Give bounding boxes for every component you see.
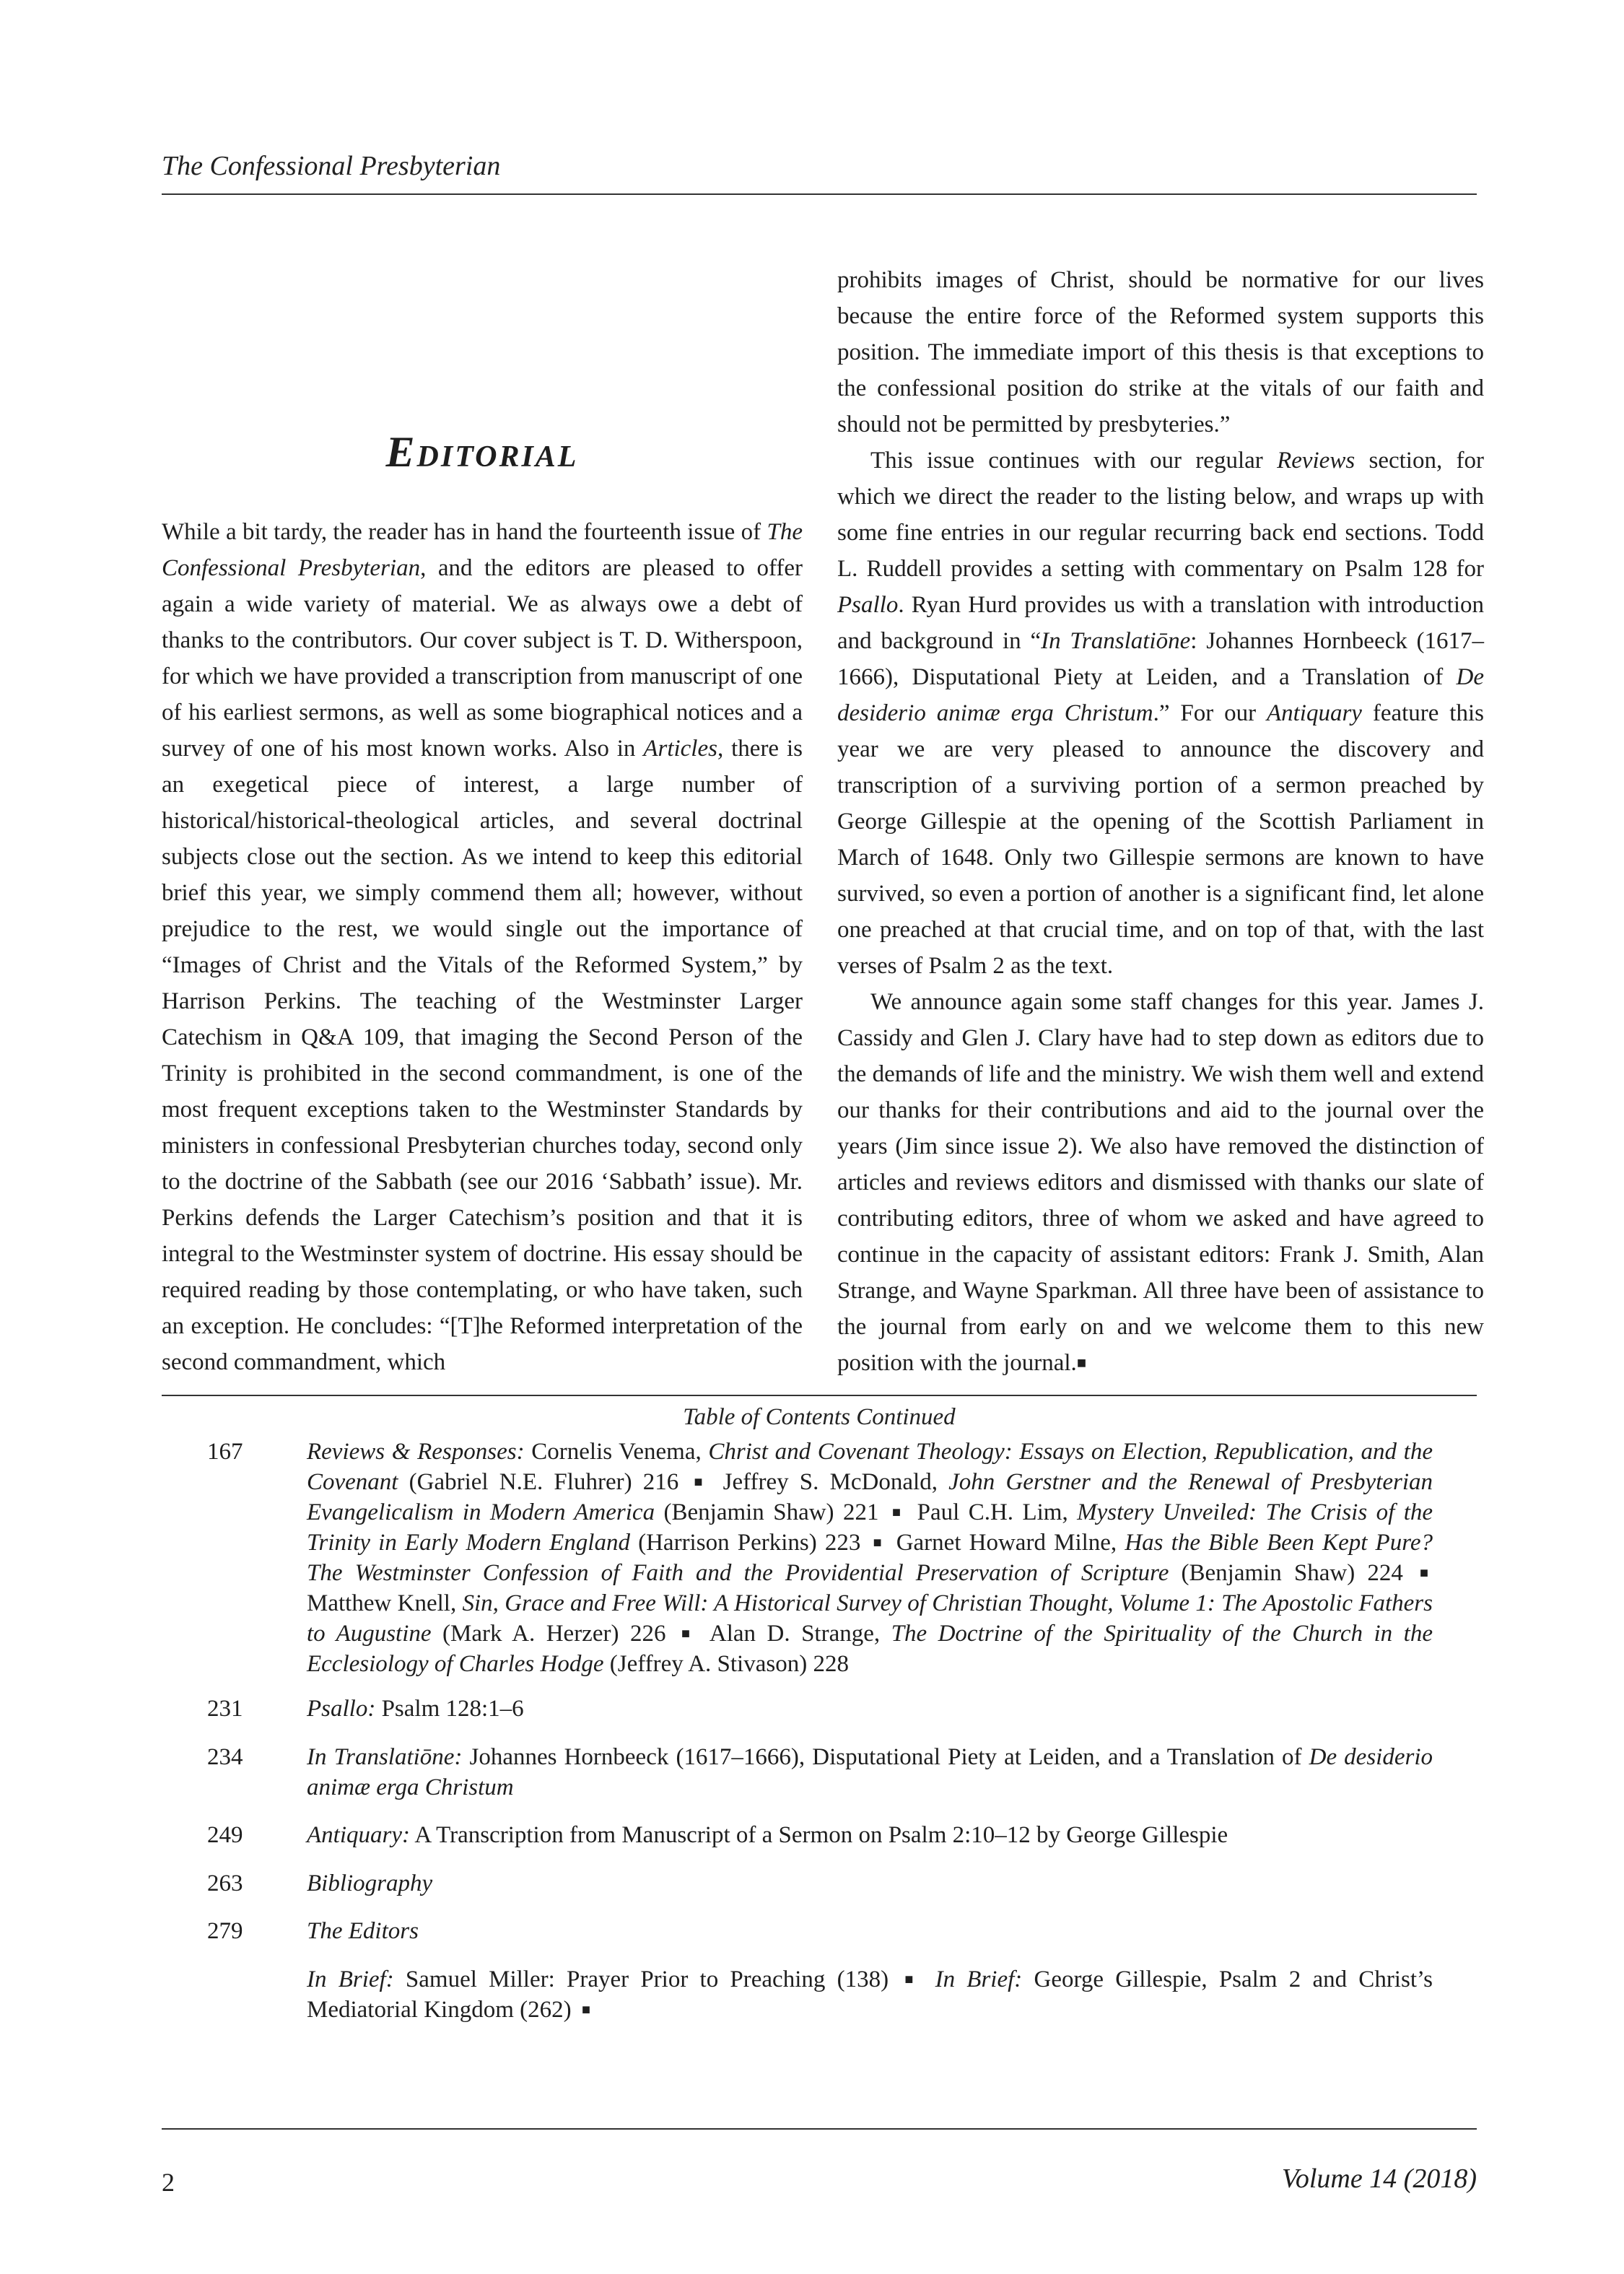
toc-page-number: 249 bbox=[207, 1822, 243, 1848]
editorial-paragraph-continued: prohibits images of Christ, should be normative for our lives because the entire force of the Reformed system supports this position. The immediate import of this thesis is that exceptions to the confessional position do strike at the vitals of our faith and should not be permitted by presbyteries.” bbox=[837, 267, 1484, 437]
toc-rule bbox=[162, 1395, 1477, 1396]
editorial-paragraph-reviews: This issue continues with our regular Reviews section, for which we direct the reader to the listing below, and wraps up with some fine entries in our regular recurring back end sections. Todd L. Ruddell provides a setting with commentary on Psalm 128 for Psallo. Ryan Hurd provides us with a translation with introduction and background in “In Translatiōne: Johannes Hornbeeck (1617–1666), Disputational Piety at Leiden, and a Translation of De desiderio animæ erga Christum.” For our Antiquary feature this year we are very pleased to announce the discovery and transcription of a surviving portion of a sermon preached by George Gillespie at the opening of the Scottish Parliament in March of 1648. Only two Gillespie sermons are known to have survived, so even a portion of another is a significant find, let alone one preached at that crucial time, and on top of that, with the last verses of Psalm 2 as the text. bbox=[837, 448, 1485, 979]
italic-run: Has the Bible Been Kept Pure? The Westminster Confession of Faith and the Providential Preservation of Scripture bbox=[307, 1530, 1433, 1586]
toc-page-number: 234 bbox=[207, 1744, 243, 1770]
italic-run: John Gerstner and the Renewal of Presbyterian Evangelicalism in Modern America bbox=[307, 1469, 1433, 1525]
separator-bullet: ■ bbox=[581, 2002, 590, 2018]
running-header-title: The Confessional Presbyterian bbox=[162, 151, 501, 181]
editorial-left-column bbox=[162, 514, 803, 1380]
italic-run: Bibliography bbox=[307, 1870, 433, 1896]
toc-page-number: 263 bbox=[207, 1870, 243, 1896]
italic-run: Sin, Grace and Free Will: A Historical Survey of Christian Thought, Volume 1: The Apostolic Fathers to Augustine bbox=[307, 1590, 1433, 1647]
italic-run: Reviews & Responses: bbox=[307, 1439, 525, 1465]
header-rule bbox=[162, 193, 1477, 195]
toc-title: Table of Contents Continued bbox=[683, 1404, 956, 1430]
italic-run: Antiquary: bbox=[307, 1822, 410, 1848]
italic-run: Mystery Unveiled: The Crisis of the Trinity in Early Modern England bbox=[307, 1499, 1433, 1556]
toc-entry-in-brief: In Brief: Samuel Miller: Prayer Prior to Preaching (138) ■ In Brief: George Gillespie, Psalm 2 and Christ’s Mediatorial Kingdom (262) ■ bbox=[307, 1966, 1433, 2023]
italic-run: Psallo bbox=[837, 592, 899, 618]
italic-run: The Editors bbox=[307, 1918, 419, 1944]
separator-bullet: ■ bbox=[1419, 1565, 1428, 1581]
italic-run: Antiquary bbox=[1266, 700, 1362, 726]
footer-page-number: 2 bbox=[162, 2168, 175, 2197]
italic-run: In Translatiōne: bbox=[307, 1744, 463, 1770]
italic-run: De desiderio animæ erga Christum bbox=[307, 1744, 1433, 1800]
italic-run: Christ and Covenant Theology: Essays on Election, Republication, and the Covenant bbox=[307, 1439, 1433, 1495]
editorial-heading: Editorial bbox=[385, 428, 579, 476]
separator-bullet: ■ bbox=[694, 1474, 708, 1490]
toc-page-number: 279 bbox=[207, 1918, 243, 1944]
italic-run: Psallo: bbox=[307, 1696, 376, 1722]
toc-entry-antiquary: Antiquary: A Transcription from Manuscript of a Sermon on Psalm 2:10–12 by George Gillespie bbox=[307, 1822, 1228, 1848]
italic-run: Articles bbox=[643, 736, 717, 762]
toc-entry-translatione: In Translatiōne: Johannes Hornbeeck (1617–1666), Disputational Piety at Leiden, and a Translation of De desiderio animæ erga Christum bbox=[307, 1744, 1433, 1800]
staff-text: We announce again some staff changes for this year. James J. Cassidy and Glen J. Clary have had to step down as editors due to the demands of life and the ministry. We wish them well and extend our thanks for their contributions and aid to the journal over the years (Jim since issue 2). We also have removed the distinction of articles and reviews editors and dismissed with thanks our slate of contributing editors, three of whom we asked and have agreed to continue in the capacity of assistant editors: Frank J. Smith, Alan Strange, and Wayne Sparkman. All three have been of assistance to the journal from early on and we welcome them to this new position with the journal. bbox=[837, 989, 1484, 1376]
toc-entry-bibliography bbox=[307, 1868, 1433, 1899]
footer-volume: Volume 14 (2018) bbox=[1281, 2164, 1477, 2194]
toc-page-number: 167 bbox=[207, 1439, 243, 1465]
italic-run: De desiderio animæ erga Christum bbox=[837, 664, 1484, 726]
italic-run: Reviews bbox=[1277, 448, 1355, 474]
toc-page-number: 231 bbox=[207, 1696, 243, 1722]
toc-entry-psallo: Psallo: Psalm 128:1–6 bbox=[307, 1696, 524, 1722]
italic-run: The Confessional Presbyterian bbox=[162, 519, 803, 581]
editorial-paragraph-1: While a bit tardy, the reader has in hand the fourteenth issue of The Confessional Presbyterian, and the editors are pleased to offer again a wide variety of material. We as always owe a debt of thanks to the contributors. Our cover subject is T. D. Witherspoon, for which we have provided a transcription from manuscript of one of his earliest sermons, as well as some biographical notices and a survey of one of his most known works. Also in Articles, there is an exegetical piece of interest, a large number of historical/historical-theological articles, and several doctrinal subjects close out the section. As we intend to keep this editorial brief this year, we simply commend them all; however, without prejudice to the rest, we would single out the importance of “Images of Christ and the Vitals of the Reformed System,” by Harrison Perkins. The teaching of the Westminster Larger Catechism in Q&A 109, that imaging the Second Person of the Trinity is prohibited in the second commandment, is one of the most frequent exceptions taken to the Westminster Standards by ministers in confessional Presbyterian churches today, second only to the doctrine of the Sabbath (see our 2016 ‘Sabbath’ issue). Mr. Perkins defends the Larger Catechism’s position and that it is integral to the Westminster system of doctrine. His essay should be required reading by those contemplating, or who have taken, such an exception. He concludes: “[T]he Reformed interpretation of the second commandment, which bbox=[162, 519, 803, 1375]
editorial-paragraph-staff bbox=[837, 984, 1484, 1381]
separator-bullet: ■ bbox=[873, 1535, 884, 1551]
separator-bullet: ■ bbox=[891, 1504, 904, 1520]
footer-rule bbox=[162, 2128, 1477, 2130]
separator-bullet: ■ bbox=[681, 1626, 696, 1642]
separator-bullet: ■ bbox=[904, 1972, 920, 1987]
italic-run: In Brief: bbox=[307, 1966, 394, 1992]
editorial-right-column bbox=[837, 262, 1484, 1381]
italic-run: In Translatiōne bbox=[1041, 628, 1191, 654]
toc-entry-reviews: Reviews & Responses: Cornelis Venema, Christ and Covenant Theology: Essays on Election, Republication, and the Covenant (Gabriel N.E. Fluhrer) 216 ■ Jeffrey S. McDonald, John Gerstner and the Renewal of Presbyterian Evangelicalism in Modern America (Benjamin Shaw) 221 ■ Paul C.H. Lim, Mystery Unveiled: The Crisis of the Trinity in Early Modern England (Harrison Perkins) 223 ■ Garnet Howard Milne, Has the Bible Been Kept Pure? The Westminster Confession of Faith and the Providential Preservation of Scripture (Benjamin Shaw) 224 ■ Matthew Knell, Sin, Grace and Free Will: A Historical Survey of Christian Thought, Volume 1: The Apostolic Fathers to Augustine (Mark A. Herzer) 226 ■ Alan D. Strange, The Doctrine of the Spirituality of the Church in the Ecclesiology of Charles Hodge (Jeffrey A. Stivason) 228 bbox=[307, 1439, 1433, 1677]
end-mark: ■ bbox=[1076, 1354, 1087, 1372]
toc-entry-editors bbox=[307, 1916, 1433, 1946]
italic-run: The Doctrine of the Spirituality of the Church in the Ecclesiology of Charles Hodge bbox=[307, 1621, 1433, 1677]
italic-run: In Brief: bbox=[935, 1966, 1023, 1992]
